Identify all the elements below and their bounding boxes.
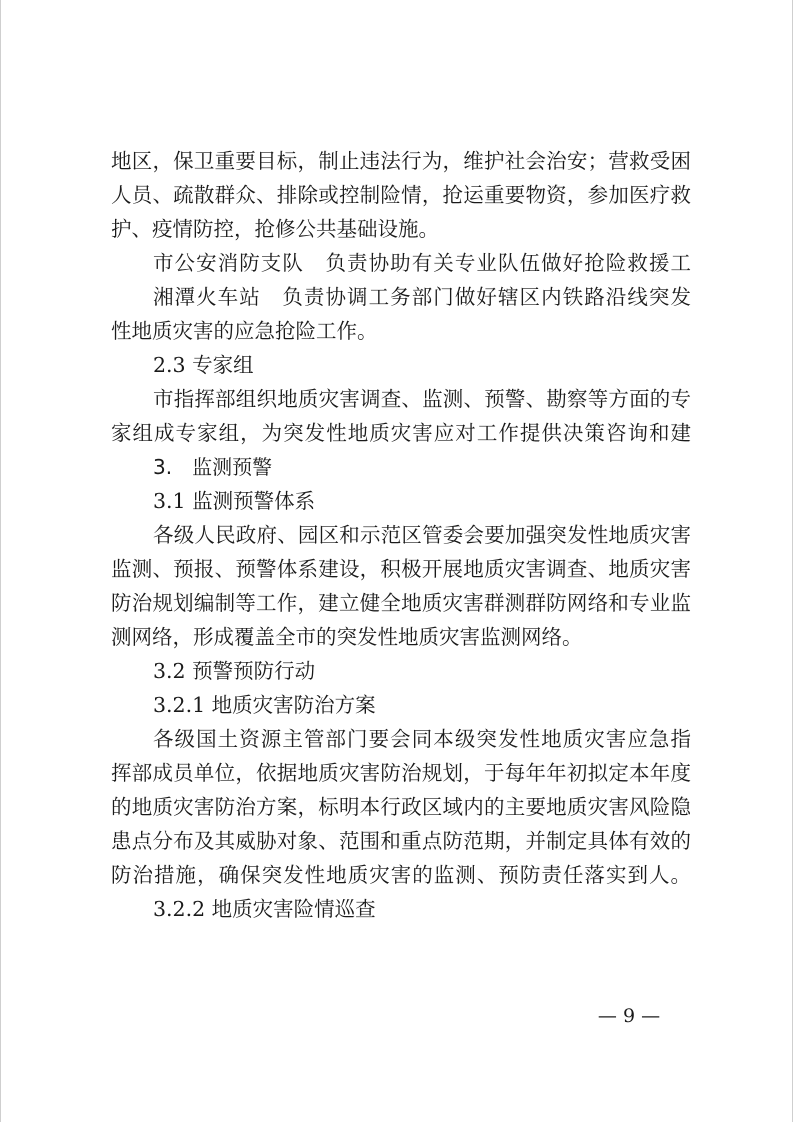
body-line: 测网络，形成覆盖全市的突发性地质灾害监测网络。 bbox=[111, 625, 583, 649]
body-line: 各级人民政府、园区和示范区管委会要加强突发性地质灾害 bbox=[153, 523, 691, 547]
body-line: 家组成专家组，为突发性地质灾害应对工作提供决策咨询和建 bbox=[111, 421, 691, 445]
section-heading: 3. 监测预警 bbox=[153, 455, 273, 479]
document-body bbox=[111, 144, 691, 926]
body-line: 人员、疏散群众、排除或控制险情，抢运重要物资，参加医疗救 bbox=[111, 183, 691, 207]
body-line: 各级国土资源主管部门要会同本级突发性地质灾害应急指 bbox=[153, 727, 691, 751]
body-line: 护、疫情防控，抢修公共基础设施。 bbox=[111, 217, 439, 241]
body-line: 挥部成员单位，依据地质灾害防治规划，于每年年初拟定本年度 bbox=[111, 761, 691, 785]
body-line: 患点分布及其威胁对象、范围和重点防范期，并制定具体有效的 bbox=[111, 829, 691, 853]
body-line: 性地质灾害的应急抢险工作。 bbox=[111, 319, 378, 343]
body-line: 防治措施，确保突发性地质灾害的监测、预防责任落实到人。 bbox=[111, 863, 691, 887]
body-line: 防治规划编制等工作，建立健全地质灾害群测群防网络和专业监 bbox=[111, 591, 691, 615]
subsection-heading: 3.2.2 地质灾害险情巡查 bbox=[153, 897, 376, 921]
subsection-heading: 2.3 专家组 bbox=[153, 353, 254, 377]
subsection-heading: 3.2.1 地质灾害防治方案 bbox=[153, 693, 376, 717]
body-line: 湘潭火车站 负责协调工务部门做好辖区内铁路沿线突发 bbox=[153, 285, 691, 309]
body-line: 监测、预报、预警体系建设，积极开展地质灾害调查、地质灾害 bbox=[111, 557, 691, 581]
subsection-heading: 3.1 监测预警体系 bbox=[153, 489, 316, 513]
body-line: 市指挥部组织地质灾害调查、监测、预警、勘察等方面的专 bbox=[153, 387, 691, 411]
body-line: 的地质灾害防治方案，标明本行政区域内的主要地质灾害风险隐 bbox=[111, 795, 691, 819]
page-number: — 9 — bbox=[597, 1005, 661, 1027]
body-line: 地区，保卫重要目标，制止违法行为，维护社会治安；营救受困 bbox=[111, 149, 691, 173]
subsection-heading: 3.2 预警预防行动 bbox=[153, 659, 316, 683]
body-line: 市公安消防支队 负责协助有关专业队伍做好抢险救援工 bbox=[153, 251, 691, 275]
